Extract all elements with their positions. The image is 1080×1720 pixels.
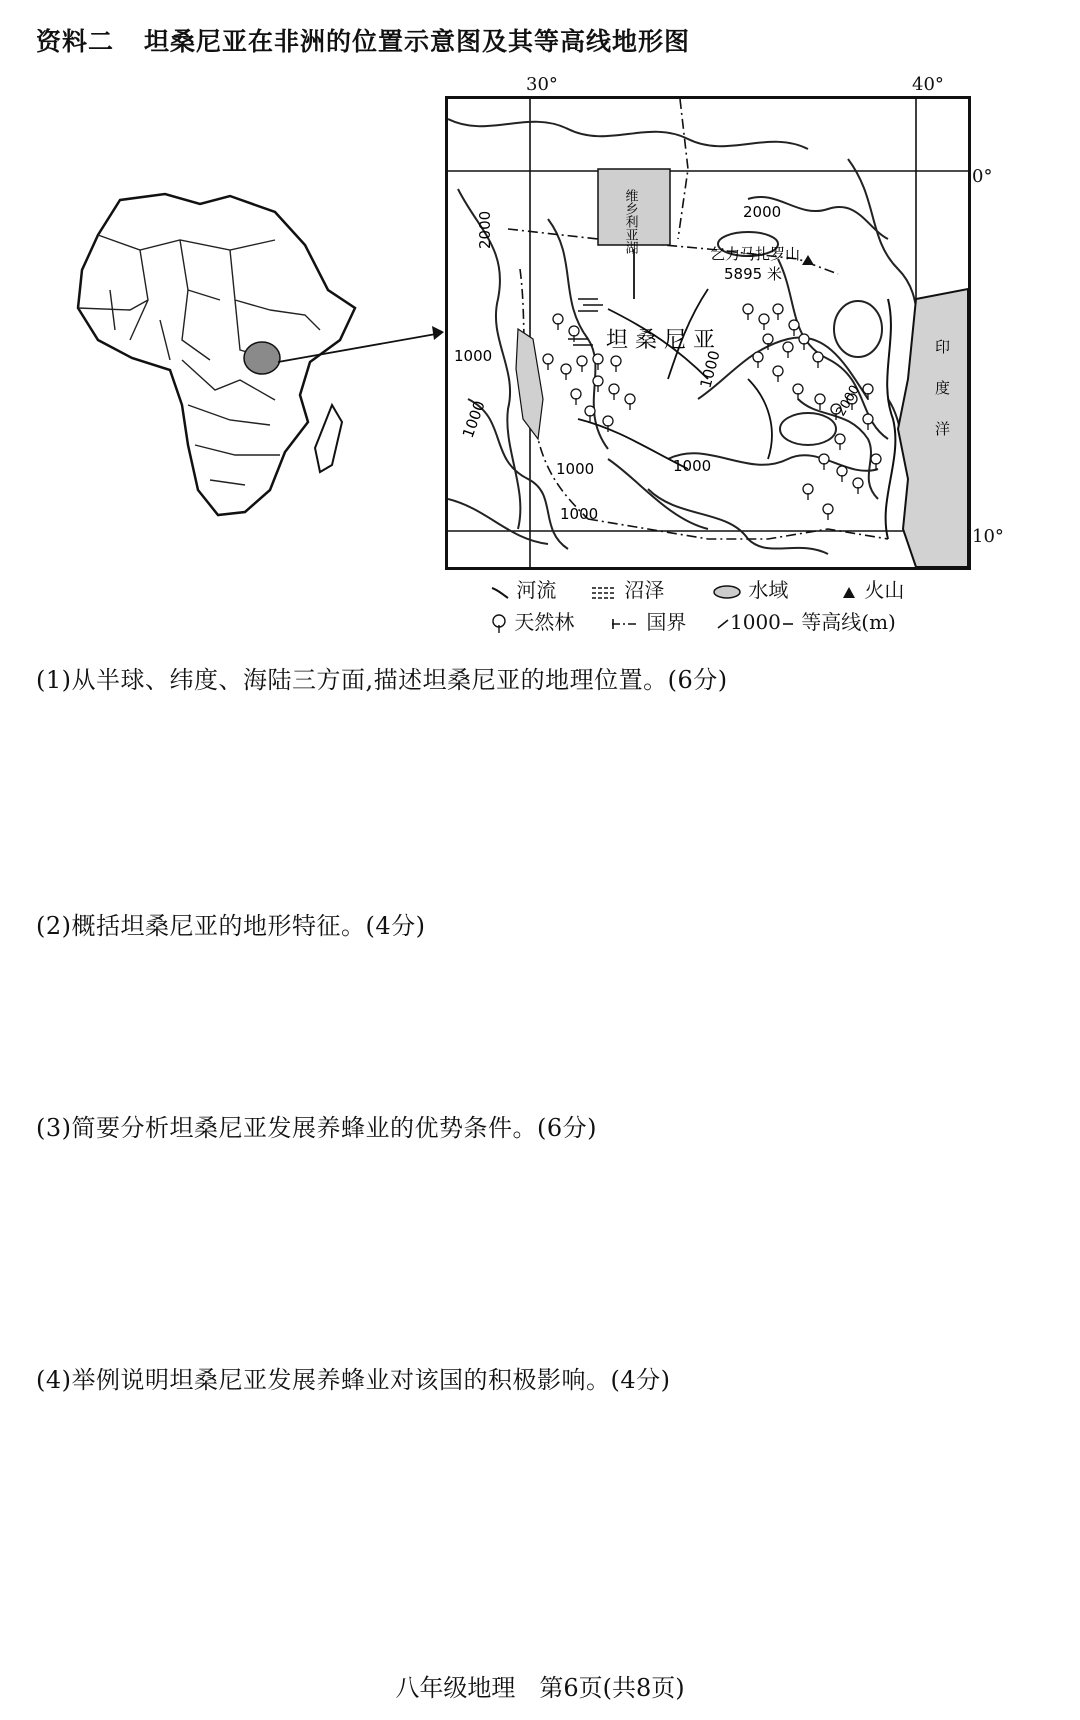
forest-symbol <box>611 356 621 366</box>
lon-label-30: 30° <box>526 74 558 95</box>
forest-symbol <box>871 454 881 464</box>
contour-label: 2000 <box>743 203 782 221</box>
volcano-icon <box>840 584 858 600</box>
forest-symbol <box>763 334 773 344</box>
river-icon <box>490 584 510 600</box>
forest-symbol <box>863 384 873 394</box>
contour-label: 1000 <box>696 348 724 391</box>
legend-item-swamp <box>590 574 664 603</box>
forest-icon <box>490 614 508 634</box>
forest-symbol <box>819 454 829 464</box>
question-2: (2)概括坦桑尼亚的地形特征。(4分) <box>36 912 426 940</box>
forest-symbol <box>815 394 825 404</box>
forest-symbol <box>603 416 613 426</box>
forest-symbol <box>577 356 587 366</box>
forest-symbol <box>863 414 873 424</box>
contour-label: 1000 <box>673 457 712 475</box>
lon-label-40: 40° <box>912 74 944 95</box>
forest-symbol <box>835 434 845 444</box>
forest-symbol <box>571 389 581 399</box>
forest-symbol <box>593 354 603 364</box>
forest-symbol <box>759 314 769 324</box>
border-icon <box>610 616 640 632</box>
forest-symbol <box>783 342 793 352</box>
contour-label: 2000 <box>476 210 494 249</box>
legend-label: 等高线(m) <box>801 610 896 634</box>
contour-icon <box>716 616 730 632</box>
forest-symbol <box>813 352 823 362</box>
legend-item-water <box>712 574 788 603</box>
coastline <box>886 299 896 539</box>
contour-label: 1000 <box>556 460 595 478</box>
contour-icon <box>781 616 795 632</box>
legend-item-volcano <box>840 574 904 603</box>
forest-symbol <box>837 466 847 476</box>
question-3: (3)简要分析坦桑尼亚发展养蜂业的优势条件。(6分) <box>36 1114 597 1142</box>
material-label: 资料二 <box>36 27 115 56</box>
water-icon <box>712 584 742 600</box>
question-4: (4)举例说明坦桑尼亚发展养蜂业对该国的积极影响。(4分) <box>36 1366 671 1394</box>
legend-item-river <box>490 574 556 603</box>
legend-item-contour <box>716 606 896 635</box>
peak-height: 5895 米 <box>724 265 782 283</box>
volcano-marker <box>802 255 814 265</box>
forest-symbol <box>793 384 803 394</box>
legend-label: 火山 <box>864 578 905 602</box>
question-1: (1)从半球、纬度、海陆三方面,描述坦桑尼亚的地理位置。(6分) <box>36 666 728 694</box>
lat-label-10: 10° <box>972 526 1004 547</box>
forest-symbol <box>773 366 783 376</box>
tanzania-topo-map <box>445 96 971 570</box>
page-footer: 八年级地理 第6页(共8页) <box>395 1674 685 1702</box>
page-title <box>36 22 690 58</box>
legend-label: 国界 <box>646 610 687 634</box>
forest-symbol <box>799 334 809 344</box>
forest-symbol <box>593 376 603 386</box>
forest-symbol <box>789 320 799 330</box>
legend-item-forest <box>490 606 574 635</box>
legend-label: 河流 <box>516 578 557 602</box>
peak-name: 乞力马扎罗山 <box>710 245 801 263</box>
forest-symbol <box>743 304 753 314</box>
lake-label: 维乡利亚湖 <box>622 189 638 254</box>
contour-label: 2000 <box>833 382 864 419</box>
forest-symbol <box>773 304 783 314</box>
swamp-icon <box>590 584 618 600</box>
forest-symbol <box>569 326 579 336</box>
forest-symbol <box>609 384 619 394</box>
ocean-label: 印度洋 <box>933 339 951 462</box>
legend-item-border <box>610 606 686 635</box>
contour-label: 1000 <box>458 398 489 441</box>
forest-symbol <box>553 314 563 324</box>
forest-symbol <box>561 364 571 374</box>
forest-symbol <box>853 478 863 488</box>
lake-tanganyika <box>516 329 543 439</box>
country-label: 坦 桑 尼 亚 <box>606 328 715 353</box>
forest-symbol <box>585 406 595 416</box>
forest-symbol <box>803 484 813 494</box>
material-title: 坦桑尼亚在非洲的位置示意图及其等高线地形图 <box>144 27 691 56</box>
contour-label: 1000 <box>454 347 493 365</box>
map-legend <box>490 574 970 634</box>
contour-label: 1000 <box>560 505 599 523</box>
legend-label: 1000 <box>730 610 781 634</box>
tanzania-highlight <box>244 342 280 374</box>
lat-label-0: 0° <box>972 166 993 187</box>
forest-symbol <box>543 354 553 364</box>
forest-symbol <box>625 394 635 404</box>
forest-symbol <box>753 352 763 362</box>
legend-label: 沼泽 <box>624 578 665 602</box>
legend-label: 天然林 <box>514 610 575 634</box>
forest-symbol <box>823 504 833 514</box>
legend-label: 水域 <box>748 578 789 602</box>
madagascar-outline <box>315 405 342 472</box>
africa-location-map <box>70 190 360 520</box>
